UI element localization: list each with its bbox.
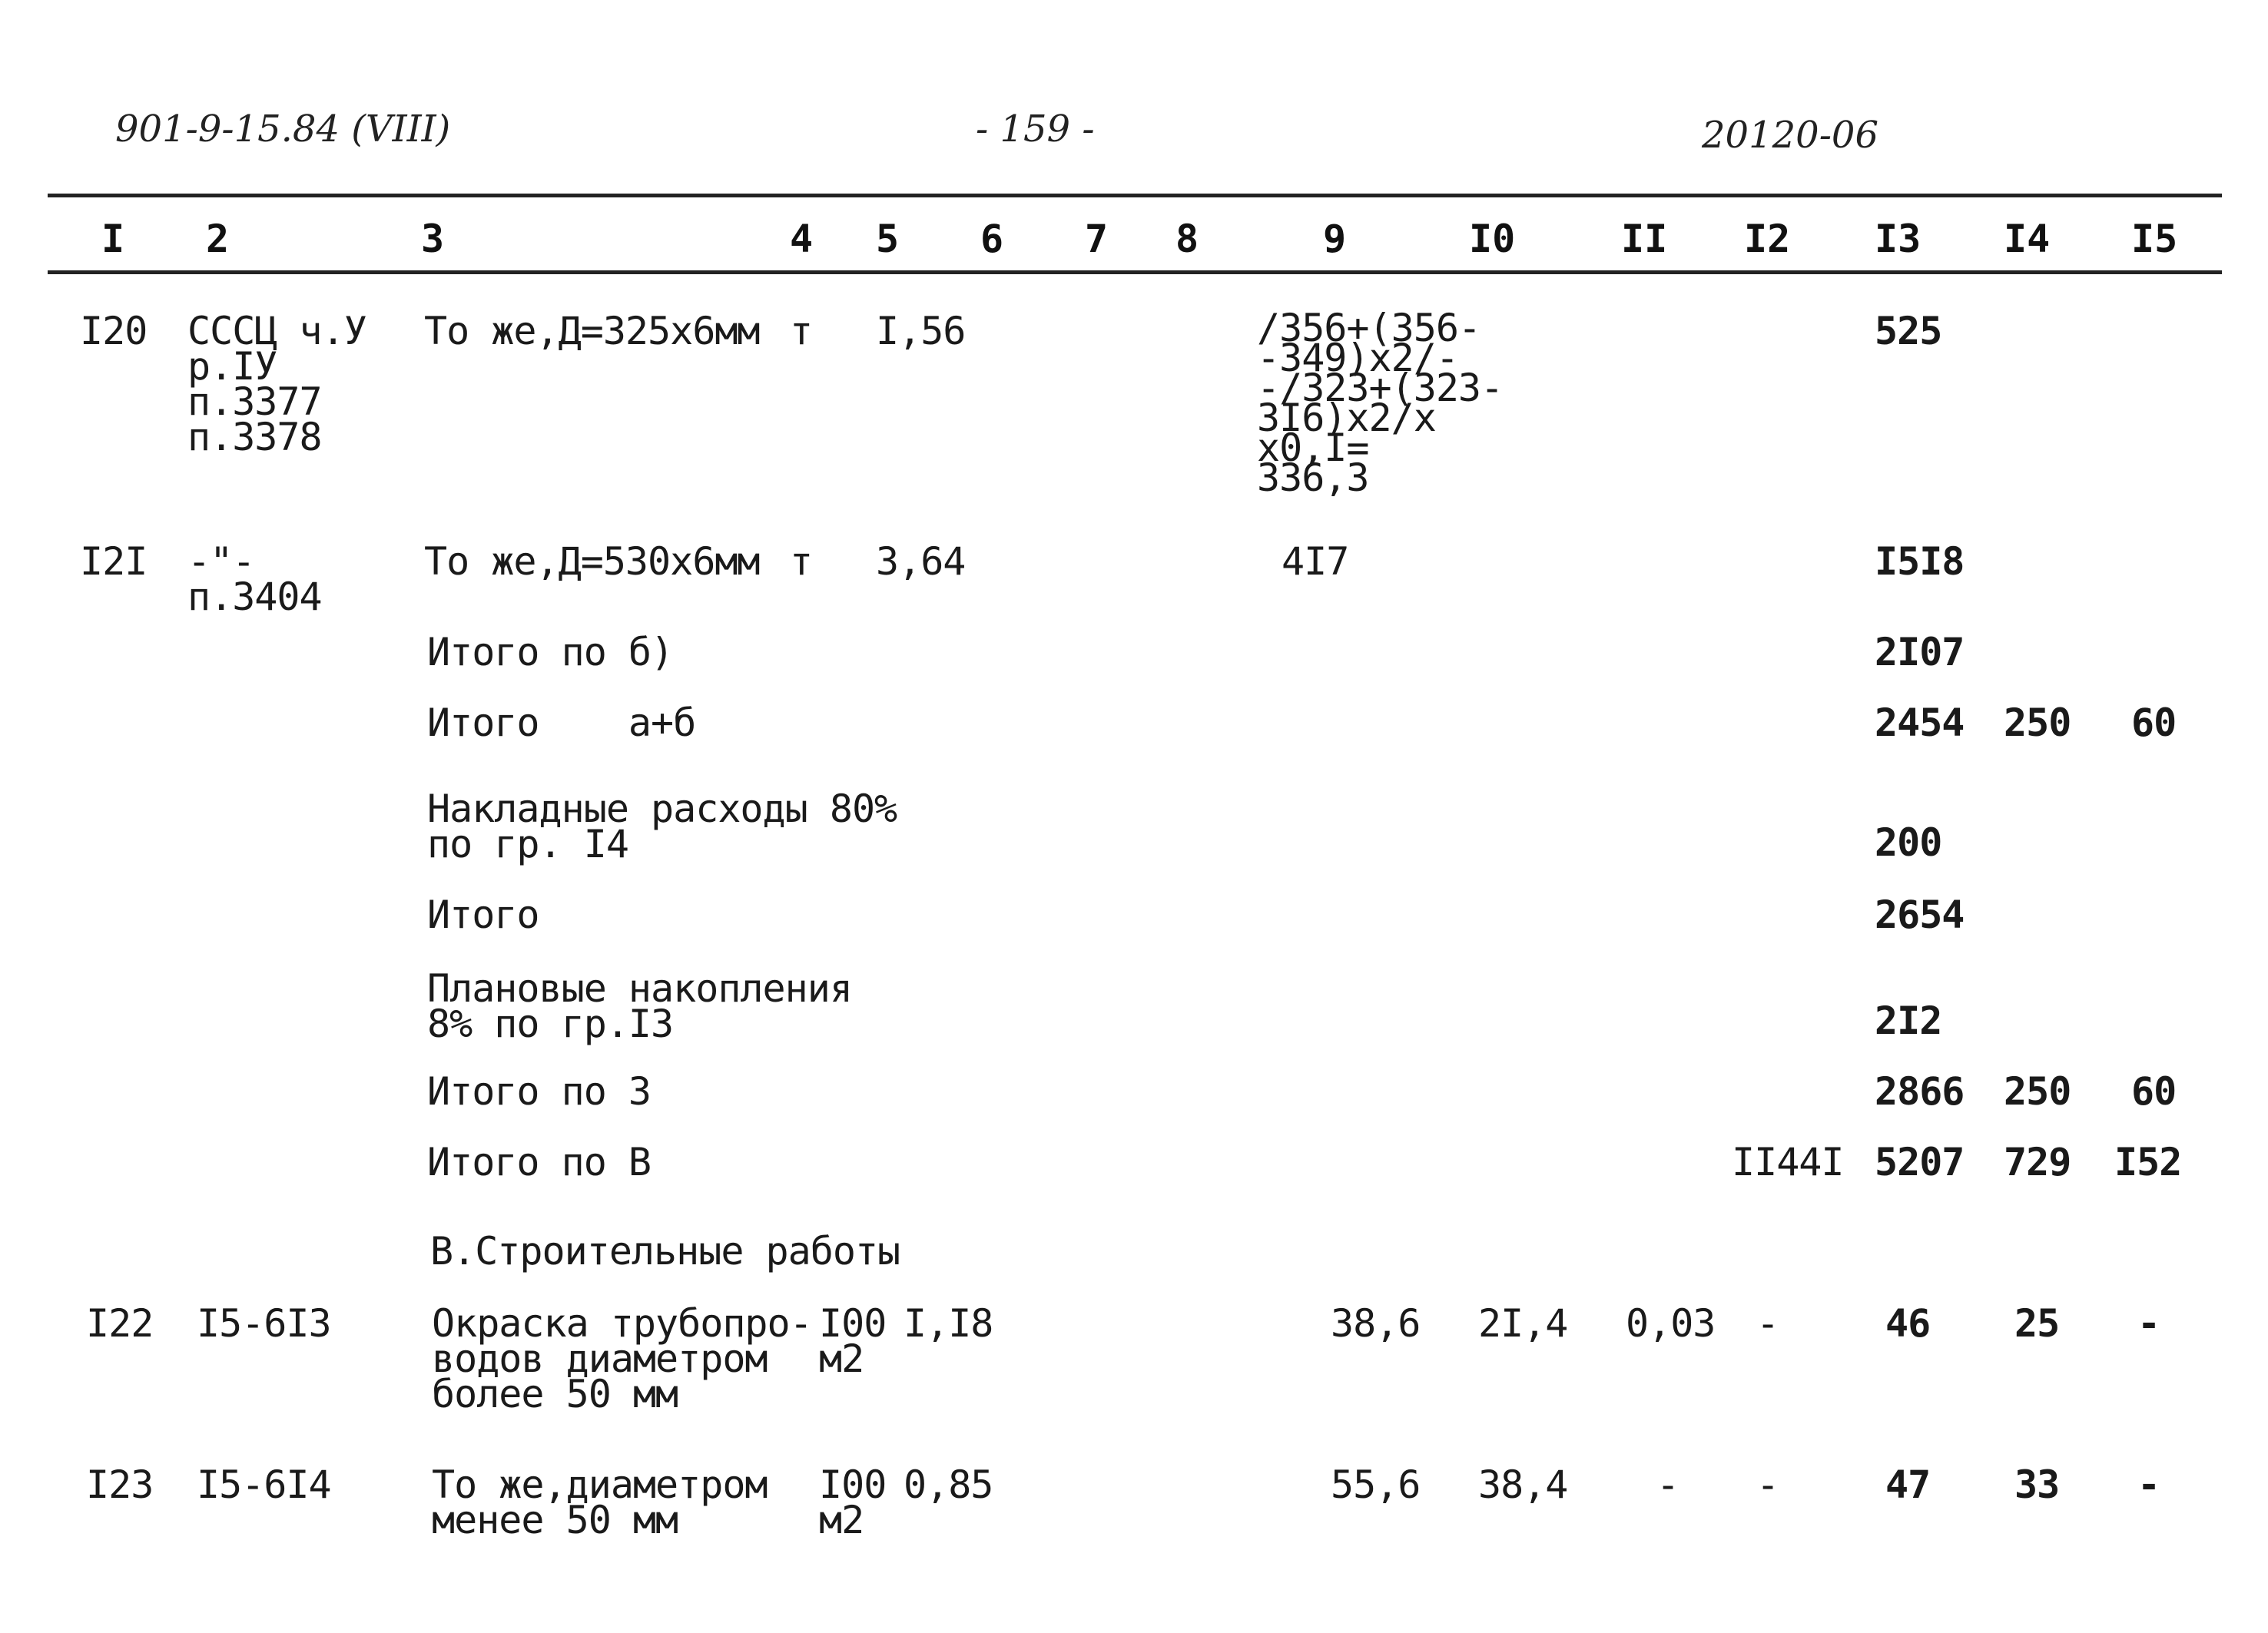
- total-v-c12: II44I: [1732, 1140, 1844, 1184]
- column-header-13: I3: [1875, 217, 1922, 261]
- subtotal-b-label: Итого по б): [427, 630, 674, 674]
- row-123-c12: -: [1756, 1462, 1779, 1507]
- subtotal-ab-label: Итого а+б: [427, 701, 696, 745]
- subtotal-ab-c13: 2454: [1875, 701, 1965, 745]
- column-header-10: I0: [1469, 217, 1516, 261]
- row-123-unit: I00 м2: [819, 1462, 887, 1542]
- column-header-4: 4: [790, 217, 814, 261]
- row-120-quantity: I,56: [876, 309, 966, 353]
- total-after-overhead-label: Итого: [427, 893, 539, 937]
- column-header-rule: [48, 270, 2222, 274]
- row-120-code: СССЦ ч.У р.IУ п.3377 п.3378: [187, 309, 366, 459]
- row-122-c10: 2I,4: [1478, 1301, 1568, 1346]
- column-header-3: 3: [421, 217, 445, 261]
- subtotal-ab-c14: 250: [2004, 701, 2071, 745]
- column-header-14: I4: [2004, 217, 2051, 261]
- overhead-c13: 200: [1875, 820, 1942, 865]
- column-header-5: 5: [876, 217, 900, 261]
- total-z-c14: 250: [2004, 1069, 2071, 1114]
- column-header-7: 7: [1085, 217, 1109, 261]
- total-z-c13: 2866: [1875, 1069, 1965, 1114]
- row-123-name: То же,диаметром менее 50 мм: [432, 1462, 768, 1542]
- row-120-unit: т: [790, 309, 813, 353]
- total-v-c13: 5207: [1875, 1140, 1965, 1184]
- row-121-unit-cost: 4I7: [1282, 539, 1349, 584]
- row-123-c14: 33: [2014, 1462, 2060, 1507]
- row-121-name: То же,Д=530х6мм: [424, 539, 760, 584]
- row-122-unit: I00 м2: [819, 1301, 887, 1381]
- row-122-c14: 25: [2014, 1301, 2060, 1346]
- column-header-8: 8: [1175, 217, 1199, 261]
- row-121-number: I2I: [80, 539, 148, 584]
- row-120-name: То же,Д=325х6мм: [424, 309, 760, 353]
- column-header-15: I5: [2131, 217, 2178, 261]
- total-z-label: Итого по З: [427, 1069, 652, 1114]
- row-123-c11: -: [1656, 1462, 1679, 1507]
- row-120-formula: /356+(356- -349)х2/- -/323+(323- 3I6)х2/х х0,I= 336,3: [1257, 306, 1504, 500]
- planned-savings-c13: 2I2: [1875, 999, 1942, 1043]
- row-121-unit: т: [790, 539, 813, 584]
- row-121-quantity: 3,64: [876, 539, 966, 584]
- total-z-c15: 60: [2131, 1069, 2177, 1114]
- row-122-c13: 46: [1885, 1301, 1931, 1346]
- overhead-label: Накладные расходы 80% по гр. I4: [427, 787, 897, 866]
- row-122-quantity: I,I8: [904, 1301, 993, 1346]
- column-header-2: 2: [206, 217, 230, 261]
- row-123-number: I23: [86, 1462, 154, 1507]
- row-123-quantity: 0,85: [904, 1462, 993, 1507]
- row-121-code: -"- п.3404: [187, 539, 322, 619]
- column-header-6: 6: [980, 217, 1004, 261]
- row-122-c12: -: [1756, 1301, 1779, 1346]
- row-120-number: I20: [80, 309, 148, 353]
- row-122-name: Окраска трубопро- водов диаметром более 50 мм: [432, 1301, 812, 1416]
- total-v-label: Итого по В: [427, 1140, 652, 1184]
- row-122-number: I22: [86, 1301, 154, 1346]
- row-121-total-cost: I5I8: [1875, 539, 1965, 584]
- row-122-c9: 38,6: [1331, 1301, 1421, 1346]
- column-header-9: 9: [1323, 217, 1347, 261]
- total-v-c14: 729: [2004, 1140, 2071, 1184]
- row-123-c9: 55,6: [1331, 1462, 1421, 1507]
- row-123-code: I5-6I4: [197, 1462, 331, 1507]
- planned-savings-label: Плановые накопления 8% по гр.I3: [427, 966, 852, 1046]
- top-rule: [48, 194, 2222, 197]
- column-header-11: II: [1621, 217, 1668, 261]
- page-number: - 159 -: [976, 108, 1095, 151]
- section-title: В.Строительные работы: [430, 1229, 900, 1274]
- row-120-total-cost: 525: [1875, 309, 1942, 353]
- row-123-c10: 38,4: [1478, 1462, 1568, 1507]
- row-123-c13: 47: [1885, 1462, 1931, 1507]
- row-122-c15: -: [2137, 1301, 2160, 1346]
- row-122-c11: 0,03: [1626, 1301, 1716, 1346]
- subtotal-ab-c15: 60: [2131, 701, 2177, 745]
- row-123-c15: -: [2137, 1462, 2160, 1507]
- total-v-c15: I52: [2114, 1140, 2182, 1184]
- subtotal-b-c13: 2I07: [1875, 630, 1965, 674]
- total-after-overhead-c13: 2654: [1875, 893, 1965, 937]
- row-122-code: I5-6I3: [197, 1301, 331, 1346]
- sheet-code: 20120-06: [1702, 114, 1878, 157]
- column-header-12: I2: [1744, 217, 1791, 261]
- column-header-1: I: [101, 217, 125, 261]
- document-code: 901-9-15.84 (VIII): [115, 108, 451, 151]
